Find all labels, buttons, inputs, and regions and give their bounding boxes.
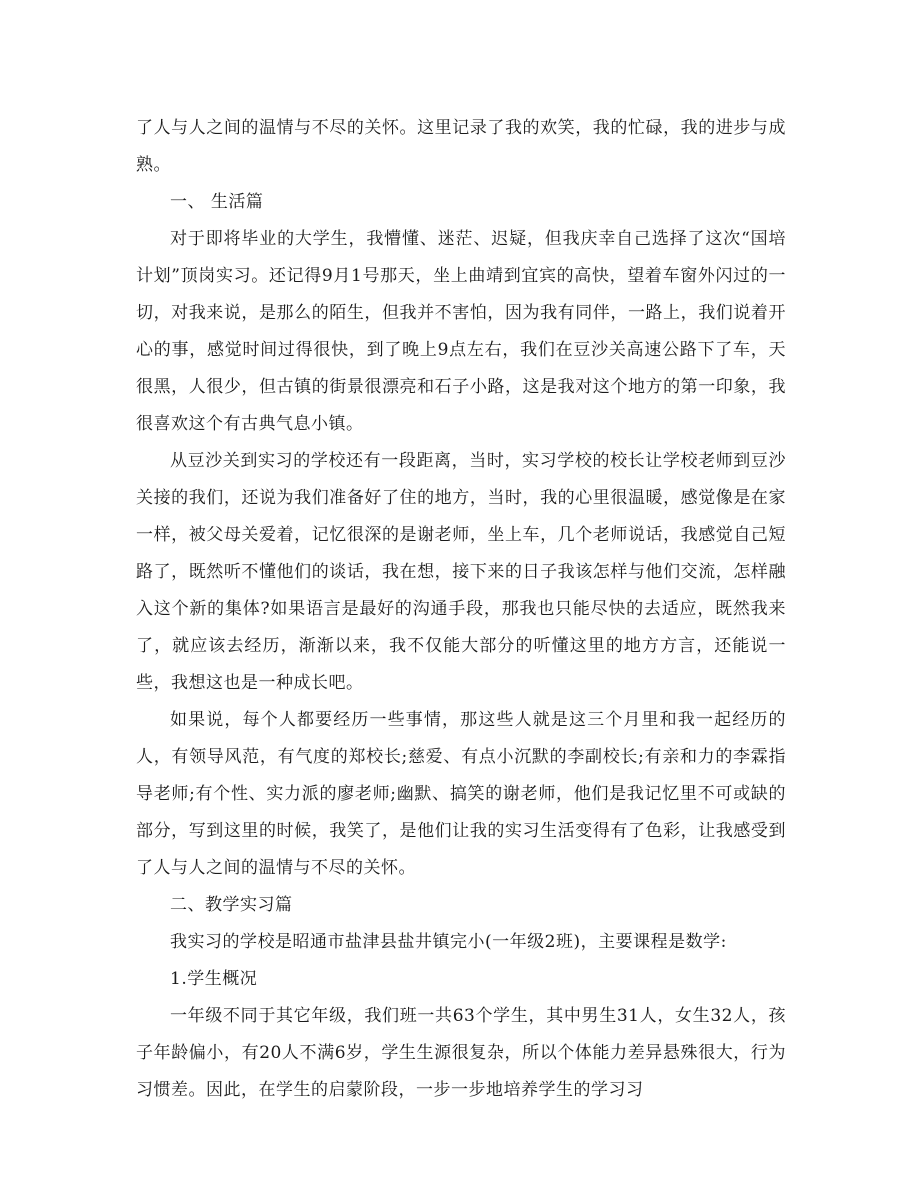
paragraph-continuation: 了人与人之间的温情与不尽的关怀。这里记录了我的欢笑，我的忙碌，我的进步与成熟。: [136, 118, 786, 175]
paragraph-body: 对于即将毕业的大学生，我懵懂、迷茫、迟疑，但我庆幸自己选择了这次“国培计划”顶岗实习。还记得9月1号那天，坐上曲靖到宜宾的高快，望着车窗外闪过的一切，对我来说，是那么的陌生，但我并不害怕，因为我有同伴，一路上，我们说着开心的事，感觉时间过得很快，到了晚上9点左右，我们在豆沙关高速公路下了车，天很黑，人很少，但古镇的街景很漂亮和石子小路，这是我对这个地方的第一印象，我很喜欢这个有古典气息小镇。: [136, 229, 786, 434]
paragraph-body: 如果说，每个人都要经历一些事情，那这些人就是这三个月里和我一起经历的人，有领导风范，有气度的郑校长;慈爱、有点小沉默的李副校长;有亲和力的李霖指导老师;有个性、实力派的廖老师;幽默、搞笑的谢老师，他们是我记忆里不可或缺的部分，写到这里的时候，我笑了，是他们让我的实习生活变得有了色彩，让我感受到了人与人之间的温情与不尽的关怀。: [136, 710, 786, 878]
document-body: [136, 110, 786, 1109]
section-heading-life: 一、 生活篇: [170, 192, 264, 212]
paragraph-body: 一年级不同于其它年级，我们班一共63个学生，其中男生31人，女生32人，孩子年龄偏小，有20人不满6岁，学生生源很复杂，所以个体能力差异悬殊很大，行为习惯差。因此，在学生的启蒙阶段，一步一步地培养学生的学习习: [136, 1006, 786, 1100]
section-heading-teaching: 二、教学实习篇: [170, 895, 293, 915]
paragraph-body: 从豆沙关到实习的学校还有一段距离，当时，实习学校的校长让学校老师到豆沙关接的我们，还说为我们准备好了住的地方，当时，我的心里很温暖，感觉像是在家一样，被父母关爱着，记忆很深的是谢老师，坐上车，几个老师说话，我感觉自己短路了，既然听不懂他们的谈话，我在想，接下来的日子我该怎样与他们交流，怎样融入这个新的集体?如果语言是最好的沟通手段，那我也只能尽快的去适应，既然我来了，就应该去经历，渐渐以来，我不仅能大部分的听懂这里的地方方言，还能说一些，我想这也是一种成长吧。: [136, 451, 786, 693]
paragraph-body: 我实习的学校是昭通市盐津县盐井镇完小(一年级2班)，主要课程是数学:: [170, 932, 727, 952]
subsection-heading-students: 1.学生概况: [170, 969, 258, 989]
